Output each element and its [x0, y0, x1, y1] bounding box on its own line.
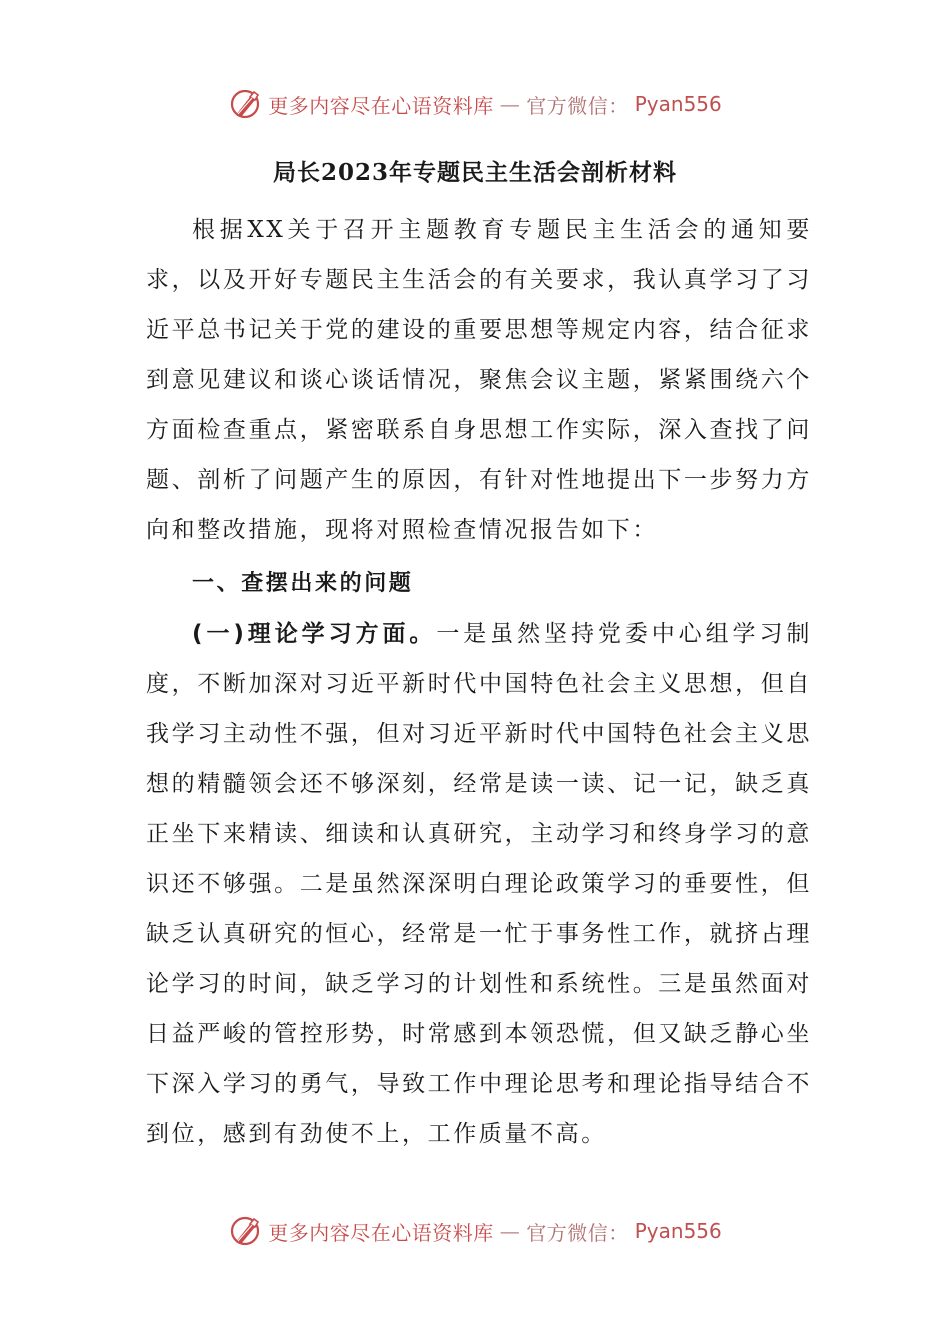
- header-watermark: [0, 84, 950, 124]
- subsection-body: 一是虽然坚持党委中心组学习制度，不断加深对习近平新时代中国特色社会主义思想，但自我学习主动性不强，但对习近平新时代中国特色社会主义思想的精髓领会还不够深刻，经常是读一读、记一记，缺乏真正坐下来精读、细读和认真研究，主动学习和终身学习的意识还不够强。二是虽然深深明白理论政策学习的垂要性，但缺乏认真研究的恒心，经常是一忙于事务性工作，就挤占理论学习的时间，缺乏学习的计划性和系统性。三是虽然面对日益严峻的管控形势，时常感到本领恐慌，但又缺乏静心坐下深入学习的勇气，导致工作中理论思考和理论指导结合不到位，感到有劲使不上，工作质量不高。: [146, 621, 812, 1147]
- section-heading: 一、查摆出来的问题: [192, 571, 414, 596]
- watermark-site-text: 更多内容尽在心语资料库: [268, 93, 494, 118]
- document-body: [146, 205, 812, 1159]
- watermark-official-label: 官方微信：: [526, 93, 629, 118]
- watermark-dash: —: [499, 92, 521, 116]
- subsection-paragraph: [146, 609, 812, 1159]
- pen-nib-logo-icon: [228, 1214, 262, 1248]
- intro-paragraph: 根据XX关于召开主题教育专题民主生活会的通知要求，以及开好专题民主生活会的有关要求，我认真学习了习近平总书记关于党的建设的重要思想等规定内容，结合征求到意见建议和谈心谈话情况，聚焦会议主题，紧紧围绕六个方面检查重点，紧密联系自身思想工作实际，深入查找了问题、剖析了问题产生的原因，有针对性地提出下一步努力方向和整改措施，现将对照检查情况报告如下：: [146, 217, 812, 543]
- document-title: 局长2023年专题民主生活会剖析材料: [272, 159, 677, 186]
- footer-watermark: [0, 1211, 950, 1251]
- watermark-wechat-id: Pyan556: [634, 1219, 722, 1243]
- watermark-official-label: 官方微信：: [526, 1220, 629, 1245]
- subsection-lead: (一)理论学习方面。: [192, 621, 437, 647]
- watermark-site-text: 更多内容尽在心语资料库: [268, 1220, 494, 1245]
- pen-nib-logo-icon: [228, 87, 262, 121]
- watermark-wechat-id: Pyan556: [634, 92, 722, 116]
- watermark-dash: —: [499, 1219, 521, 1243]
